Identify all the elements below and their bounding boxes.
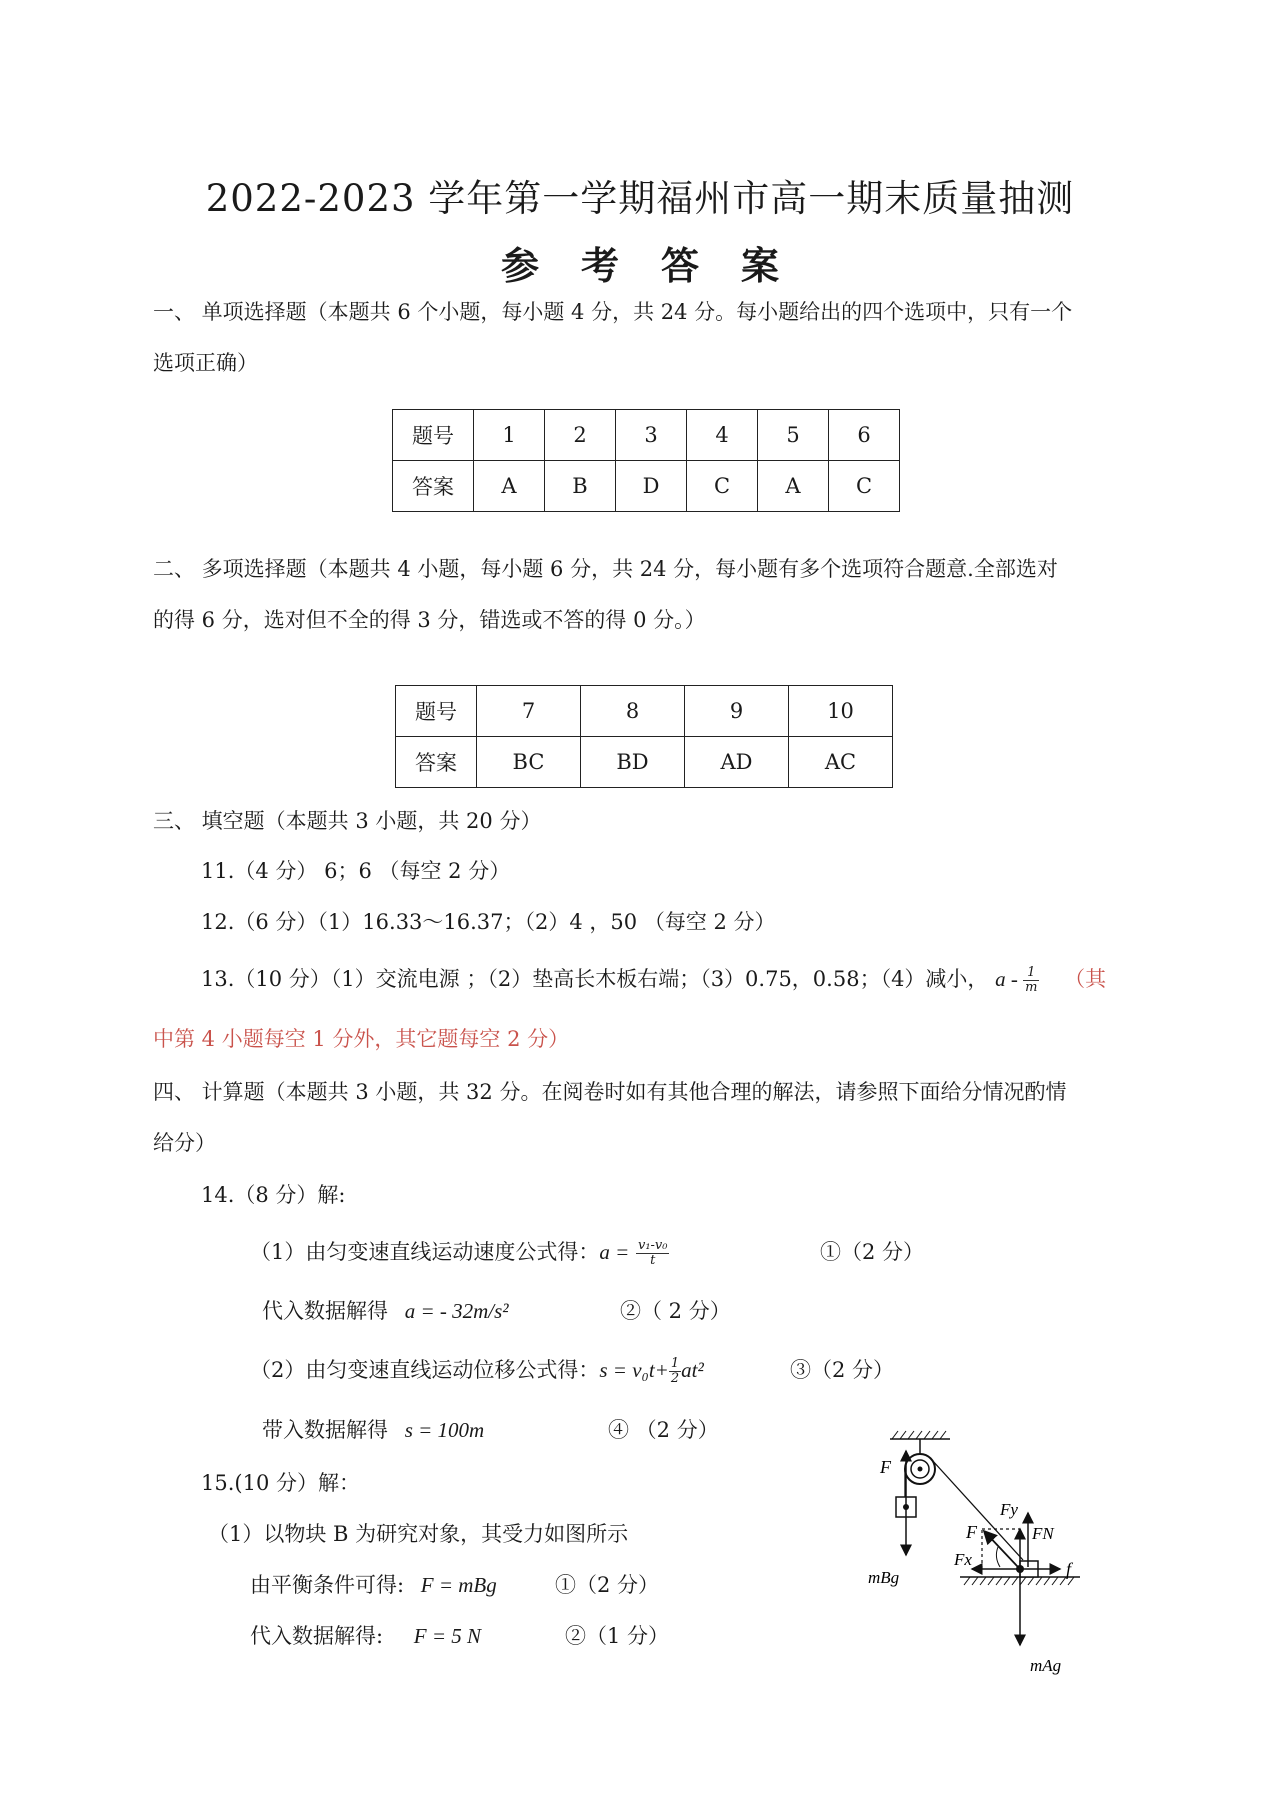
page-title: 2022-2023 学年第一学期福州市高一期末质量抽测	[205, 177, 1075, 220]
question-number: 4	[687, 410, 758, 461]
question-number: 10	[789, 686, 893, 737]
table-row	[396, 686, 893, 737]
question-number: 8	[581, 686, 685, 737]
answer-cell: B	[545, 461, 616, 512]
question-number: 1	[474, 410, 545, 461]
q15-step1: （1）以物块 B 为研究对象，其受力如图所示	[208, 1522, 629, 1546]
answer-q13-fraction: $\frac{1}{m}$	[1025, 965, 1038, 995]
answer-cell: C	[829, 461, 900, 512]
answer-cell: AC	[789, 737, 893, 788]
label-mbg: mBg	[868, 1568, 900, 1587]
multi-choice-table	[395, 685, 893, 788]
row-label: 答案	[396, 737, 477, 788]
table-row	[396, 737, 893, 788]
answer-cell: BC	[477, 737, 581, 788]
answer-cell: AD	[685, 737, 789, 788]
q14-velocity-fraction: $\frac{\text{v₁-v₀}}{t}$	[637, 1238, 668, 1268]
answer-cell: BD	[581, 737, 685, 788]
question-number: 5	[758, 410, 829, 461]
q14-step4: 带入数据解得 s = 100m	[262, 1418, 485, 1442]
q15-step2-score: ①（2 分）	[555, 1573, 660, 1597]
answer-cell: D	[616, 461, 687, 512]
section4-heading-line1: 四、 计算题（本题共 3 小题，共 32 分。在阅卷时如有其他合理的解法，请参照下面给分情况酌情	[153, 1080, 1067, 1104]
q15-heading: 15.(10 分）解：	[201, 1471, 360, 1495]
block-b	[896, 1451, 916, 1555]
section1-heading-line2: 选项正确）	[153, 351, 258, 375]
table-row	[393, 461, 900, 512]
ceiling-support	[890, 1431, 950, 1455]
label-fn: FN	[1032, 1524, 1054, 1543]
q15-step3: 代入数据解得: F = 5 N	[250, 1624, 482, 1648]
section2-heading-line1: 二、 多项选择题（本题共 4 小题，每小题 6 分，共 24 分，每小题有多个选项符合题意.全部选对	[153, 557, 1058, 581]
q14-step3: （2）由匀变速直线运动位移公式得：s = v₀t+ $\frac{1}{2}$ at²	[250, 1356, 704, 1386]
section1-heading-line1: 一、 单项选择题（本题共 6 个小题，每小题 4 分，共 24 分。每小题给出的四个选项中，只有一个	[153, 300, 1073, 324]
question-number: 6	[829, 410, 900, 461]
section2-heading-line2: 的得 6 分，选对但不全的得 3 分，错选或不答的得 0 分。）	[153, 608, 706, 632]
label-mag: mAg	[1030, 1656, 1062, 1675]
q15-step2: 由平衡条件可得: F = mBg	[250, 1573, 497, 1597]
q14-step4-score: ④ （2 分）	[608, 1418, 719, 1442]
q14-step2-score: ②（ 2 分）	[620, 1299, 731, 1323]
question-number: 3	[616, 410, 687, 461]
label-friction: f	[1066, 1559, 1072, 1579]
section3-heading: 三、 填空题（本题共 3 小题，共 20 分）	[153, 809, 542, 833]
label-force-f-a: F	[966, 1522, 977, 1542]
label-force-f-b: F	[880, 1457, 891, 1477]
answer-q13-expr-a: a	[995, 967, 1006, 991]
pulley	[905, 1454, 935, 1484]
section4-heading-line2: 给分）	[153, 1131, 216, 1155]
question-number: 9	[685, 686, 789, 737]
q14-step1: （1）由匀变速直线运动速度公式得：a = $\frac{\text{v₁-v₀}}{t}$	[250, 1238, 668, 1268]
q15-step3-score: ②（1 分）	[565, 1624, 670, 1648]
q14-step2: 代入数据解得 a = - 32m/s²	[262, 1299, 509, 1323]
answer-cell: C	[687, 461, 758, 512]
answer-q13-note-start: （其	[1064, 967, 1107, 991]
row-label: 答案	[393, 461, 474, 512]
q14-step3-score: ③（2 分）	[790, 1358, 895, 1382]
row-label: 题号	[393, 410, 474, 461]
q14-step1-score: ①（2 分）	[820, 1240, 925, 1264]
answer-q13: 13.（10 分）（1）交流电源 ；（2）垫高长木板右端；（3）0.75，0.58；（4）减小， a - $\frac{1}{m}$ （其	[201, 965, 1107, 995]
answer-cell: A	[758, 461, 829, 512]
answer-q12: 12.（6 分）（1）16.33～16.37；（2）4 ，50 （每空 2 分）	[201, 910, 776, 934]
row-label: 题号	[396, 686, 477, 737]
answer-q11: 11.（4 分） 6；6 （每空 2 分）	[201, 859, 511, 883]
question-number: 2	[545, 410, 616, 461]
answer-q13-note: 中第 4 小题每空 1 分外，其它题每空 2 分）	[153, 1027, 570, 1051]
page-subtitle: 参考答案	[500, 243, 821, 288]
table-row	[393, 410, 900, 461]
force-diagram	[860, 1425, 1120, 1680]
q14-heading: 14.（8 分）解:	[201, 1183, 346, 1207]
label-fy: Fy	[1000, 1500, 1018, 1519]
label-fx: Fx	[954, 1550, 972, 1569]
q14-half-fraction: $\frac{1}{2}$	[670, 1356, 680, 1386]
question-number: 7	[477, 686, 581, 737]
answer-q13-text: 13.（10 分）（1）交流电源 ；（2）垫高长木板右端；（3）0.75，0.58；（4）减小，	[201, 967, 989, 991]
single-choice-table	[392, 409, 900, 512]
answer-cell: A	[474, 461, 545, 512]
